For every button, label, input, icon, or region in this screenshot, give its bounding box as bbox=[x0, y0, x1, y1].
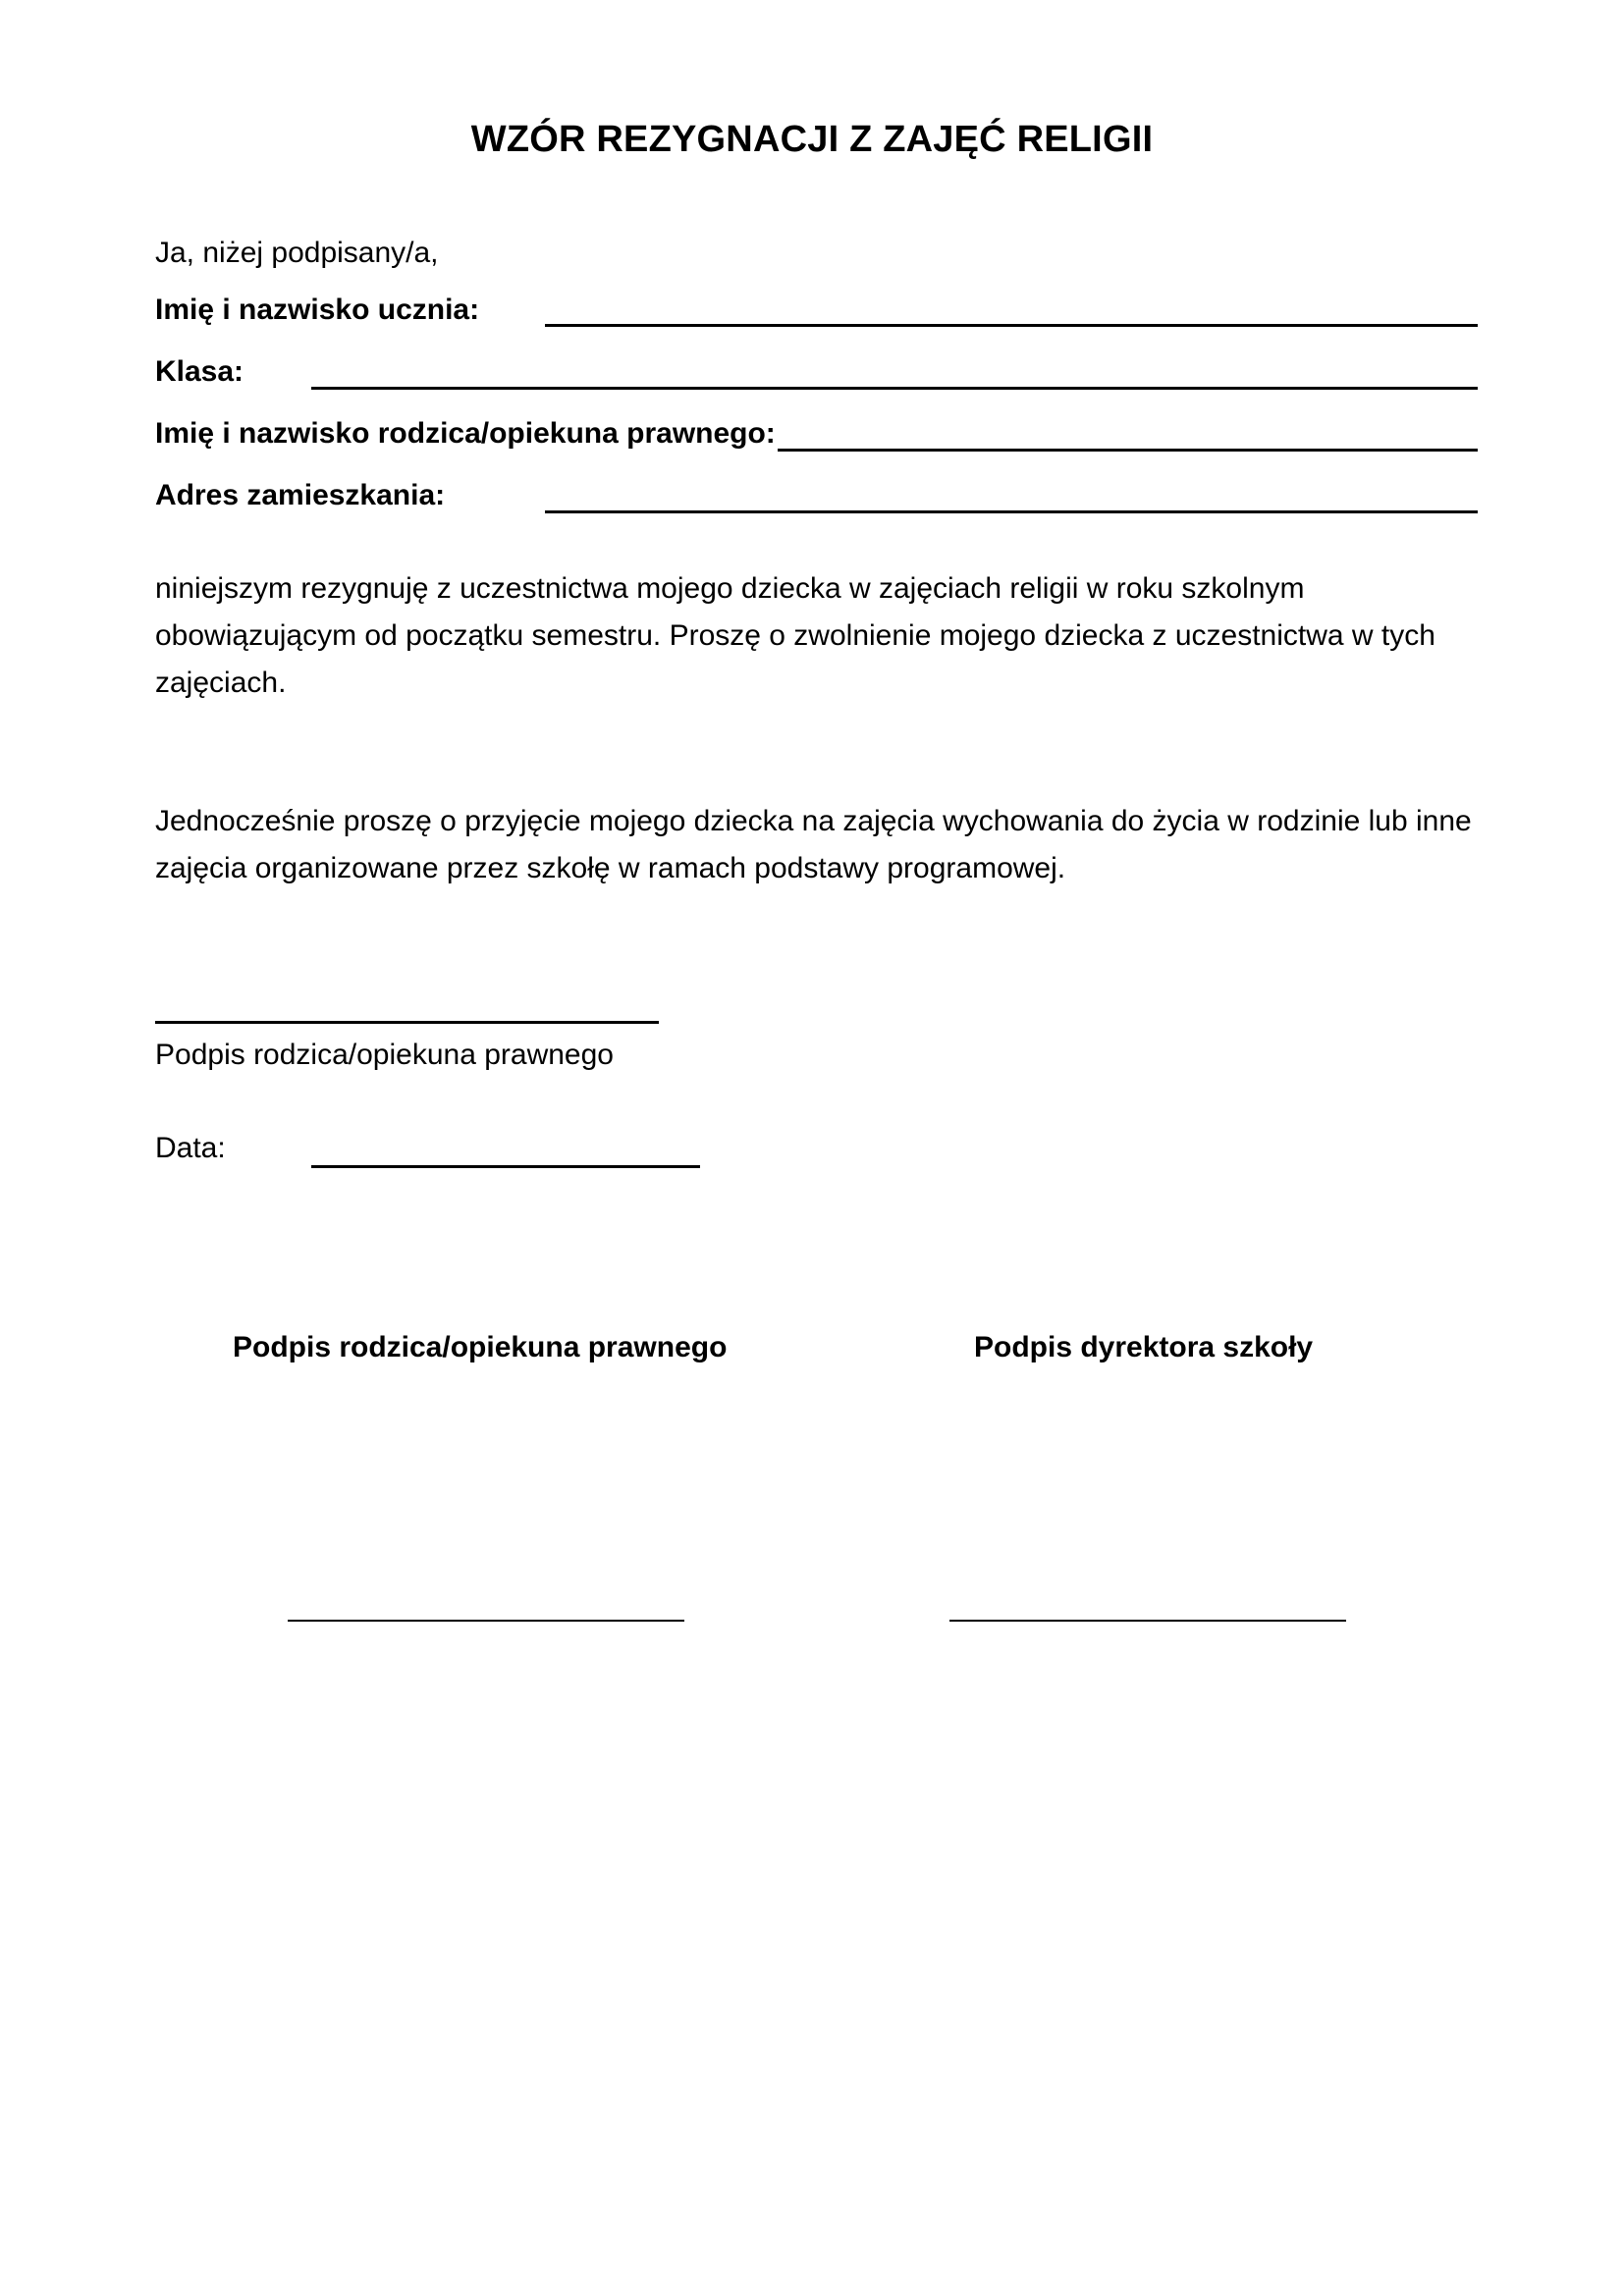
class-line[interactable] bbox=[311, 387, 1478, 390]
resignation-paragraph: niniejszym rezygnuję z uczestnictwa mojego dziecka w zajęciach religii w roku szkolnym obowiązującym od początku semestru. Proszę o zwolnienie mojego dziecka z uczestnictwa w tych zajęciach. bbox=[155, 572, 1435, 699]
bottom-director-signature-label: Podpis dyrektora szkoły bbox=[974, 1331, 1314, 1363]
parent-name-label: Imię i nazwisko rodzica/opiekuna prawnego: bbox=[155, 417, 776, 450]
document-title: WZÓR REZYGNACJI Z ZAJĘĆ RELIGII bbox=[470, 119, 1154, 160]
class-label: Klasa: bbox=[155, 355, 244, 388]
parent-signature-line[interactable] bbox=[155, 1021, 659, 1024]
date-label: Data: bbox=[155, 1132, 226, 1164]
parent-name-line[interactable] bbox=[778, 449, 1478, 452]
date-line[interactable] bbox=[311, 1165, 700, 1168]
student-name-line[interactable] bbox=[545, 324, 1478, 327]
intro-text: Ja, niżej podpisany/a, bbox=[155, 237, 439, 269]
bottom-parent-signature-line[interactable] bbox=[288, 1620, 684, 1622]
parent-signature-caption: Podpis rodzica/opiekuna prawnego bbox=[155, 1039, 614, 1071]
address-label: Adres zamieszkania: bbox=[155, 479, 446, 511]
bottom-parent-signature-label: Podpis rodzica/opiekuna prawnego bbox=[233, 1331, 728, 1363]
student-name-label: Imię i nazwisko ucznia: bbox=[155, 294, 480, 326]
request-paragraph: Jednocześnie proszę o przyjęcie mojego dziecka na zajęcia wychowania do życia w rodzinie lub inne zajęcia organizowane przez szkołę w ramach podstawy programowej. bbox=[155, 805, 1472, 884]
address-line[interactable] bbox=[545, 510, 1478, 513]
bottom-director-signature-line[interactable] bbox=[949, 1620, 1346, 1622]
